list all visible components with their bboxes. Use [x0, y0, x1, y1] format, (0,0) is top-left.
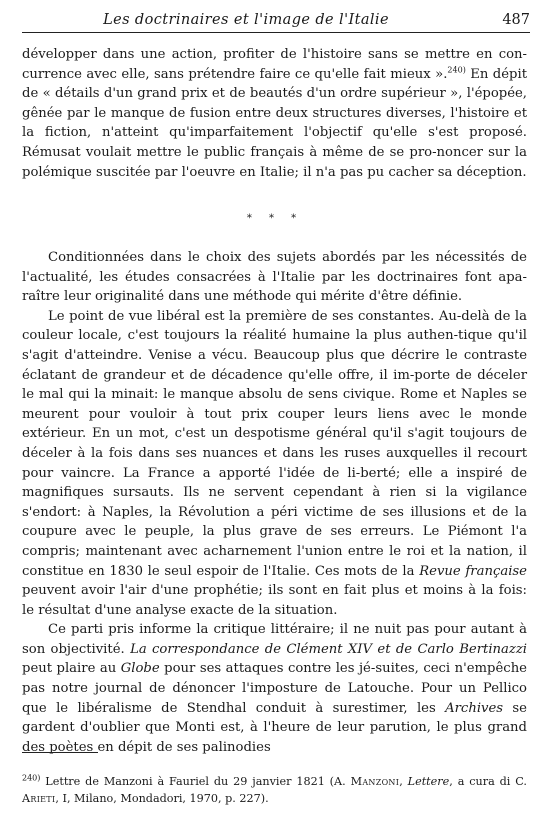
page-number: 487: [502, 12, 530, 28]
paragraph-text: En dépit de « détails d'un grand prix et de beautés d'un ordre supérieur », l'épopée, gênée par le manque de fusion entre deux structures diverses, l'histoire et la fiction, n'atteint qu'imparfaitement l'objectif qu'elle s'est proposé. Rémusat voulait mettre le public français à même de se pro-noncer sur la polémique suscitée par l'oeuvre en Italie; il n'a pas pu cacher sa déception.: [22, 66, 527, 180]
paragraph: [22, 620, 527, 757]
work-title: La correspondance de Clément XIV et de Carlo Bertinazzi: [130, 641, 528, 657]
paragraph-text: Le point de vue libéral est la première de ses constantes. Au-delà de la couleur locale, c'est toujours la réalité humaine la plus authen-tique qu'il s'agit d'atteindre. Venise a vécu. Beaucoup plus que décrire le contraste éclatant de grandeur et de décadence qu'elle offre, il im-porte de déceler le mal qui la minait: le manque absolu de sens civique. Rome et Naples se meurent pour vouloir à tout prix couper leurs liens avec le monde extérieur. En un mot, c'est un despotisme général qu'il s'agit toujours de déceler à la fois dans ses nuances et dans les ruses auxquelles il recourt pour vaincre. La France a apporté l'idée de li-berté; elle a inspiré de magnifiques sursauts. Ils ne servent cependant à rien si la vigilance s'endort: à Naples, la Révolution a péri victime de ses illusions et de la coupure avec le peuple, la plus grave de ses erreurs. Le Piémont l'a compris; maintenant avec acharnement l'union entre le roi et la nation, il constitue en 1830 le seul espoir de l'Italie. Ces mots de la: [22, 308, 527, 579]
footnote-author: Manzoni: [350, 775, 400, 788]
running-header: [22, 6, 530, 33]
footnote-reference[interactable]: 240): [447, 65, 466, 75]
paragraph-continued: [22, 45, 527, 182]
section-one-text: [22, 45, 527, 182]
work-title: Revue française: [419, 563, 527, 579]
paragraph-text: développer dans une action, profiter de l'histoire sans se mettre en con-currence avec elle, sans prétendre faire ce qu'elle fait mieux ».: [22, 47, 527, 82]
running-title: Les doctrinaires et l'image de l'Italie: [103, 12, 389, 28]
footnote-text: , I, Milano, Mondadori, 1970, p. 227).: [55, 791, 269, 805]
paragraph: Conditionnées dans le choix des sujets abordés par les nécessités de l'actualité, les études consacrées à l'Italie par les doctrinaires font apa-raître leur originalité dans une méthode qui mérite d'être définie.: [22, 250, 527, 305]
section-two-text: [22, 248, 527, 757]
footnote-editor: Arieti: [22, 791, 56, 805]
paragraph-text: peut plaire au: [22, 661, 121, 677]
footnote: [22, 774, 527, 807]
paragraph-text: se gardent d'oublier que Monti est, à l'heure de leur parution, le plus grand des poètes en dépit de ses palinodies: [22, 700, 527, 755]
footnote-text: Lettre de Manzoni à Fauriel du 29 janvier 1821 (A.: [40, 775, 351, 788]
paragraph-text: peuvent avoir l'air d'une prophétie; ils sont en fait plus et moins à la fois: le résultat d'une analyse exacte de la situation.: [22, 583, 527, 618]
paragraph-text: pour ses attaques contre les jé-suites, ceci n'empêche pas notre journal de dénoncer l'imposture de Latouche. Pour un Pellico que le libéralisme de Stendhal conduit à surestimer, les: [22, 661, 527, 716]
paragraph: [22, 307, 527, 621]
footnote-text: , a cura di C.: [449, 775, 527, 788]
footnote-work-title: Lettere: [407, 775, 450, 788]
work-title: Archives: [445, 700, 504, 716]
section-divider: * * *: [246, 213, 304, 224]
work-title: Globe: [120, 661, 160, 677]
paragraph-text: Ce parti pris informe la critique littéraire; il ne nuit pas pour autant à son objectivité.: [22, 622, 527, 657]
footnote-text: ,: [399, 775, 408, 788]
footnote-separator: [22, 752, 98, 753]
footnote-number: 240): [22, 773, 41, 783]
